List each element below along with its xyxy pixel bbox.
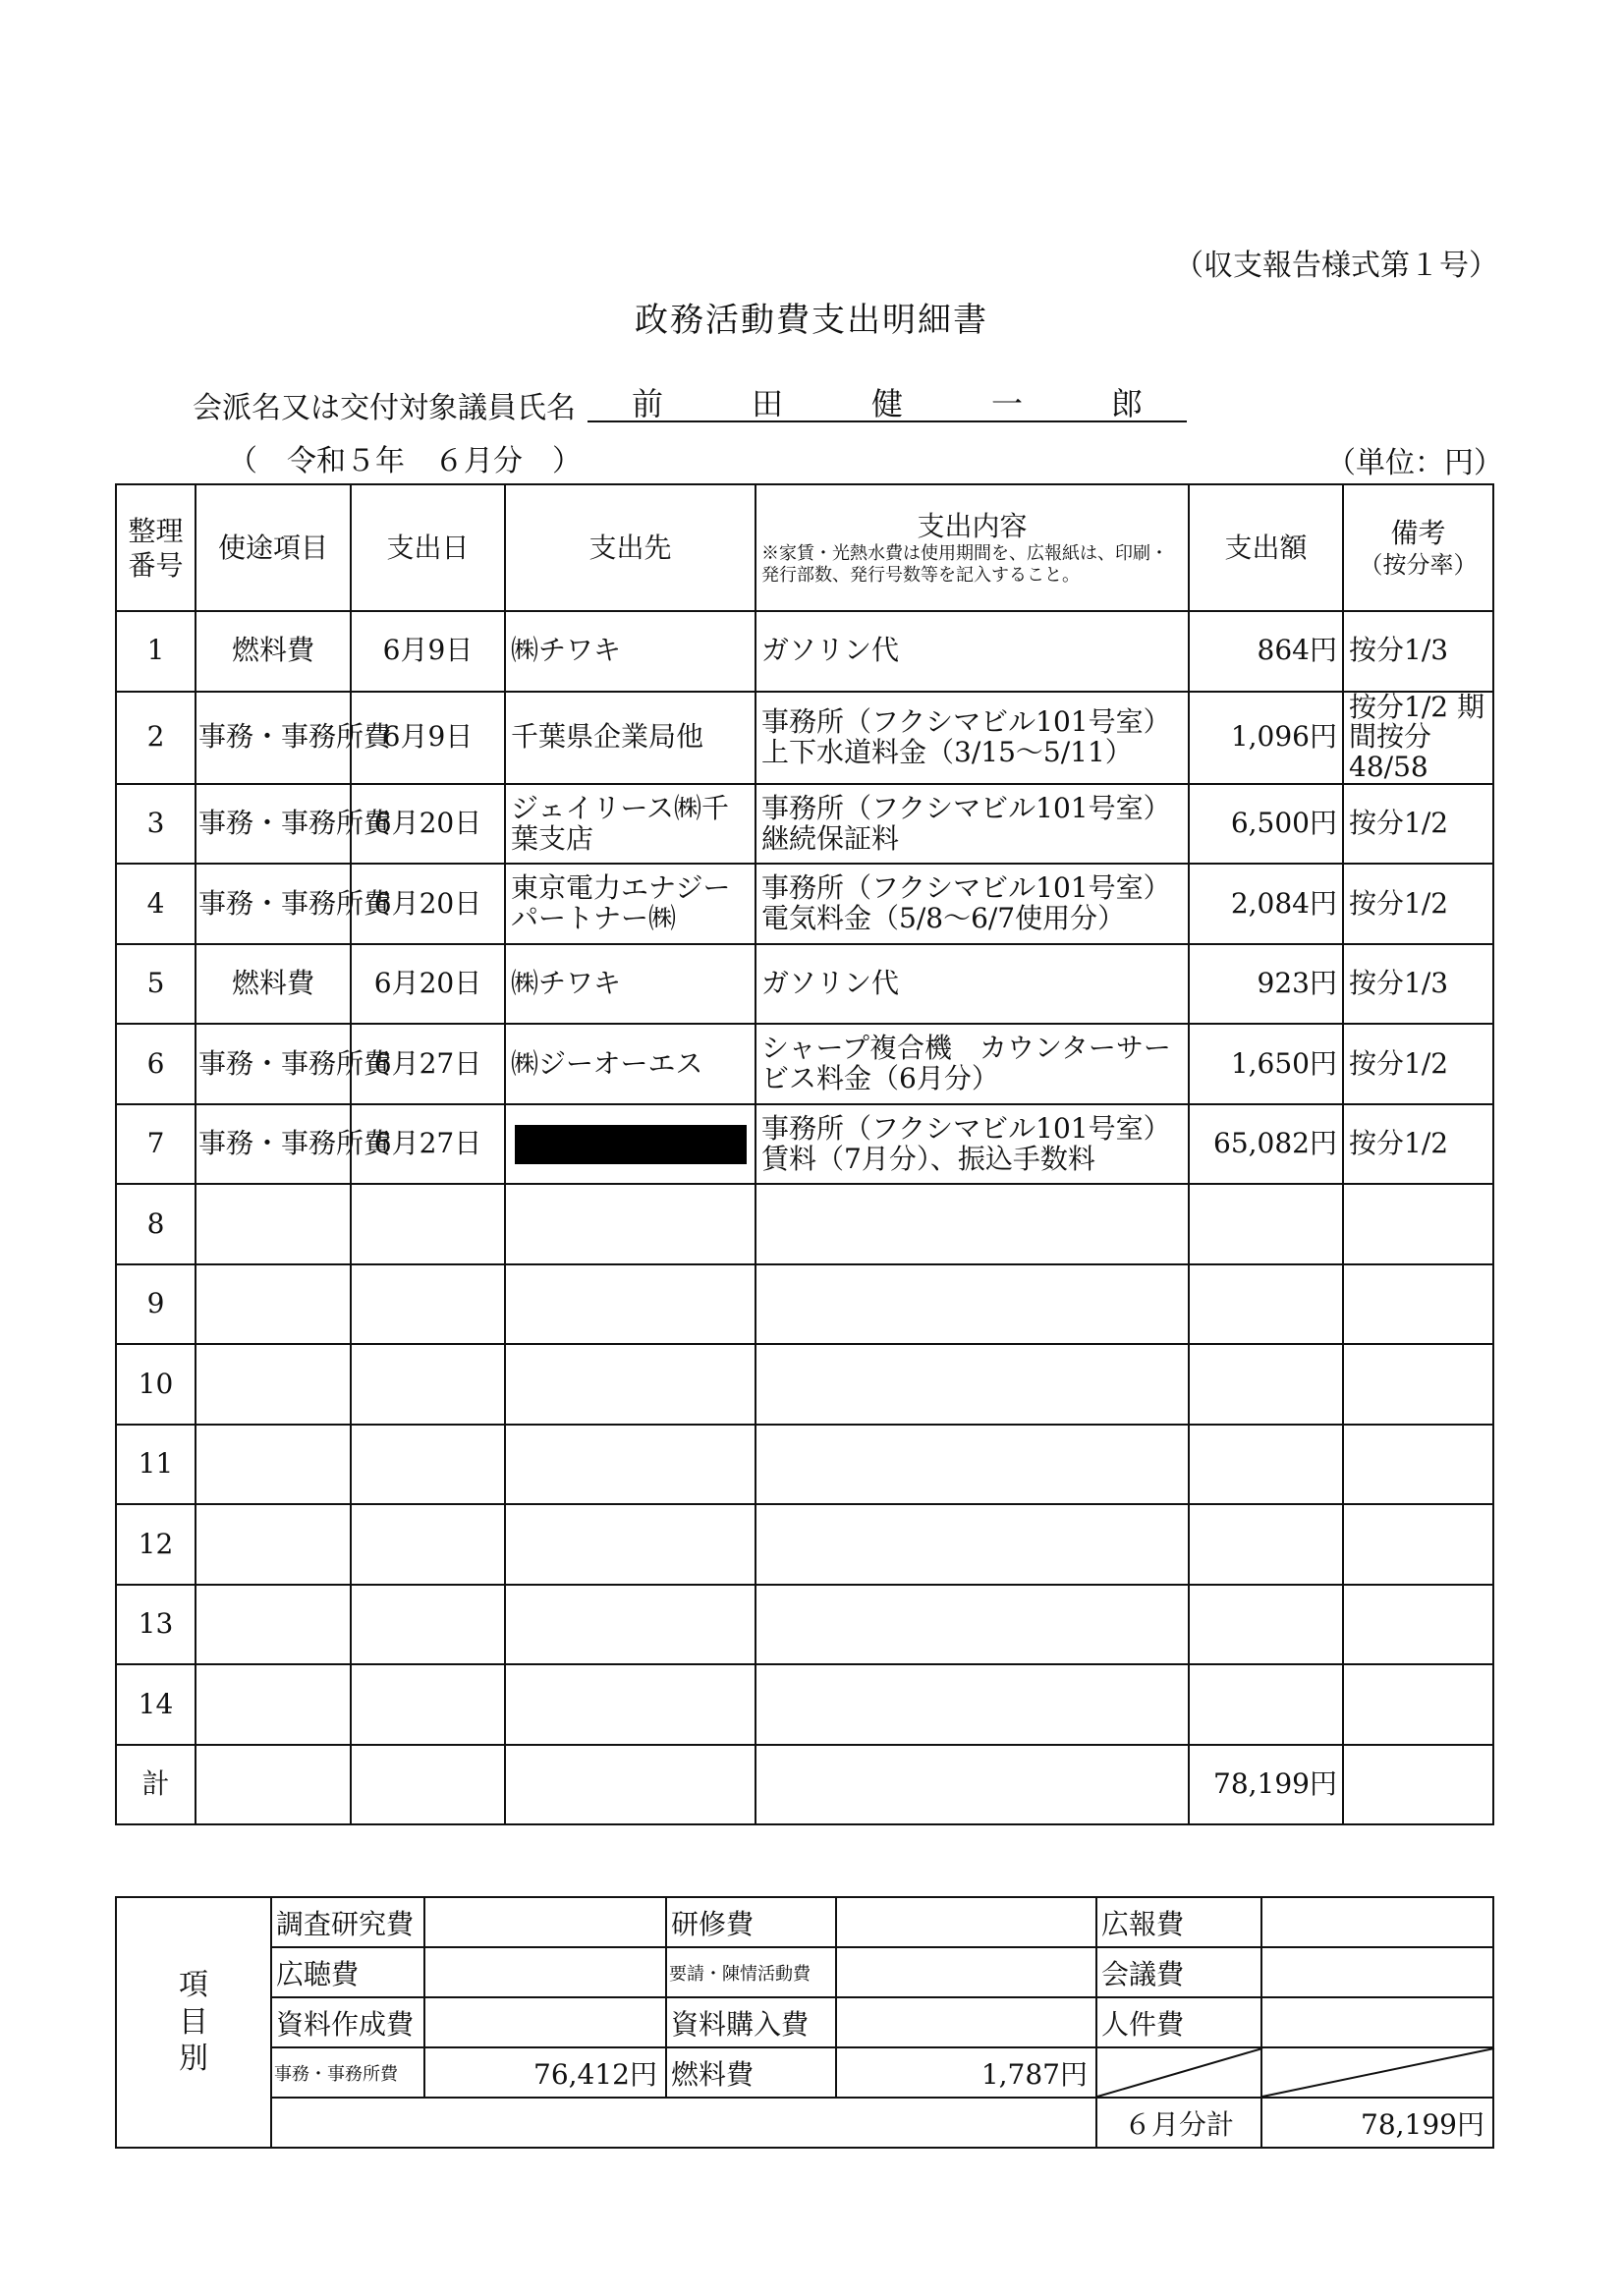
row-amount: 6,500円 (1189, 784, 1343, 865)
row-no: 7 (116, 1104, 196, 1185)
pr-value (1261, 1897, 1493, 1947)
row-desc: 事務所（フクシマビル101号室）継続保証料 (756, 784, 1189, 865)
row-amount: 1,650円 (1189, 1024, 1343, 1104)
header-desc-title: 支出内容 (917, 509, 1028, 542)
table-row (116, 611, 1493, 692)
row-date: 6月9日 (351, 692, 505, 784)
row-payee: 千葉県企業局他 (505, 692, 756, 784)
row-payee: ㈱チワキ (505, 611, 756, 692)
name-char-4: 一 (990, 385, 1023, 422)
row-desc: 事務所（フクシマビル101号室）上下水道料金（3/15～5/11） (756, 692, 1189, 784)
row-payee (505, 1585, 756, 1665)
fuel-label: 燃料費 (666, 2047, 836, 2098)
row-amount: 864円 (1189, 611, 1343, 692)
row-amount (1189, 1344, 1343, 1425)
row-note: 按分1/2 (1343, 1024, 1493, 1104)
row-date: 6月20日 (351, 784, 505, 865)
row-use: 事務・事務所費 (196, 784, 351, 865)
hearing-value (424, 1947, 666, 1997)
header-date: 支出日 (351, 484, 505, 611)
row-date: 6月27日 (351, 1104, 505, 1185)
total-row (116, 1745, 1493, 1825)
table-row (116, 1184, 1493, 1264)
row-desc (756, 1264, 1189, 1345)
materials-purchase-label: 資料購入費 (666, 1997, 836, 2047)
row-date: 6月20日 (351, 864, 505, 944)
table-row (116, 784, 1493, 865)
row-payee (505, 1184, 756, 1264)
row-desc: 事務所（フクシマビル101号室）賃料（7月分）、振込手数料 (756, 1104, 1189, 1185)
row-use (196, 1184, 351, 1264)
meeting-value (1261, 1947, 1493, 1997)
row-payee: ㈱ジーオーエス (505, 1024, 756, 1104)
row-amount (1189, 1585, 1343, 1665)
table-row (116, 1264, 1493, 1345)
row-no: 11 (116, 1425, 196, 1505)
name-char-1: 前 (631, 385, 663, 422)
header-payee: 支出先 (505, 484, 756, 611)
row-note (1343, 1504, 1493, 1585)
table-row (116, 692, 1493, 784)
row-payee: ㈱チワキ (505, 944, 756, 1025)
petition-value (836, 1947, 1096, 1997)
row-amount (1189, 1184, 1343, 1264)
page-title: 政務活動費支出明細書 (635, 301, 988, 340)
row-amount: 65,082円 (1189, 1104, 1343, 1185)
row-date (351, 1585, 505, 1665)
row-note: 按分1/2 (1343, 1104, 1493, 1185)
row-amount (1189, 1425, 1343, 1505)
header-no: 整理番号 (116, 484, 196, 611)
row-amount (1189, 1504, 1343, 1585)
row-use: 事務・事務所費 (196, 1024, 351, 1104)
row-date: 6月27日 (351, 1024, 505, 1104)
row-note (1343, 1264, 1493, 1345)
blank-cell-slash (1261, 2047, 1493, 2098)
table-row (116, 1504, 1493, 1585)
row-date (351, 1344, 505, 1425)
total-note (1343, 1745, 1493, 1825)
training-value (836, 1897, 1096, 1947)
row-use (196, 1585, 351, 1665)
total-date (351, 1745, 505, 1825)
table-row (116, 1104, 1493, 1185)
row-desc: 事務所（フクシマビル101号室）電気料金（5/8～6/7使用分） (756, 864, 1189, 944)
name-char-5: 郎 (1110, 385, 1143, 422)
row-payee: 東京電力エナジーパートナー㈱ (505, 864, 756, 944)
redaction-block (515, 1125, 747, 1164)
table-row (116, 1585, 1493, 1665)
header-desc-note: ※家賃・光熱水費は使用期間を、広報紙は、印刷・発行部数、発行号数等を記入すること。 (761, 542, 1168, 586)
category-label-text: 項目別 (179, 1968, 208, 2077)
row-use (196, 1344, 351, 1425)
row-date (351, 1504, 505, 1585)
row-note (1343, 1344, 1493, 1425)
table-row (116, 1664, 1493, 1745)
name-char-2: 田 (751, 385, 783, 422)
row-payee (505, 1425, 756, 1505)
fuel-value: 1,787円 (836, 2047, 1096, 2098)
row-desc: ガソリン代 (756, 944, 1189, 1025)
row-no: 9 (116, 1264, 196, 1345)
row-payee (505, 1264, 756, 1345)
month-total-value: 78,199円 (1261, 2098, 1493, 2148)
row-desc (756, 1585, 1189, 1665)
row-note (1343, 1664, 1493, 1745)
row-note: 按分1/2 期間按分 48/58 (1343, 692, 1493, 784)
materials-purchase-value (836, 1997, 1096, 2047)
diagonal-strike (1262, 2048, 1494, 2097)
office-label: 事務・事務所費 (271, 2047, 424, 2098)
category-label (116, 1897, 271, 2148)
meeting-label: 会議費 (1096, 1947, 1261, 1997)
header-note-sub: （按分率） (1359, 551, 1478, 579)
row-payee: ジェイリース㈱千葉支店 (505, 784, 756, 865)
training-label: 研修費 (666, 1897, 836, 1947)
row-note: 按分1/2 (1343, 864, 1493, 944)
row-date (351, 1184, 505, 1264)
row-amount (1189, 1664, 1343, 1745)
row-date (351, 1264, 505, 1345)
row-note (1343, 1585, 1493, 1665)
row-desc (756, 1184, 1189, 1264)
diagonal-strike (1097, 2048, 1262, 2097)
table-row (116, 864, 1493, 944)
materials-creation-value (424, 1997, 666, 2047)
report-period: （ 令和５年 ６月分 ） (228, 444, 582, 478)
total-use (196, 1745, 351, 1825)
row-no: 14 (116, 1664, 196, 1745)
table-row (116, 1344, 1493, 1425)
row-use (196, 1425, 351, 1505)
name-char-3: 健 (870, 385, 903, 422)
header-desc (756, 484, 1189, 611)
table-row (116, 1024, 1493, 1104)
total-label: 計 (116, 1745, 196, 1825)
total-amount: 78,199円 (1189, 1745, 1343, 1825)
row-use (196, 1264, 351, 1345)
row-no: 3 (116, 784, 196, 865)
row-no: 6 (116, 1024, 196, 1104)
row-no: 1 (116, 611, 196, 692)
header-note (1343, 484, 1493, 611)
row-use: 事務・事務所費 (196, 692, 351, 784)
header-amount: 支出額 (1189, 484, 1343, 611)
expense-table (115, 483, 1494, 1825)
name-label: 会派名又は交付対象議員氏名 (193, 391, 576, 425)
row-amount (1189, 1264, 1343, 1345)
row-payee-redacted (505, 1104, 756, 1185)
row-no: 5 (116, 944, 196, 1025)
table-header (116, 484, 1493, 611)
row-note: 按分1/3 (1343, 611, 1493, 692)
hearing-label: 広聴費 (271, 1947, 424, 1997)
row-note: 按分1/2 (1343, 784, 1493, 865)
unit-label: （単位：円） (1326, 446, 1503, 480)
row-desc (756, 1664, 1189, 1745)
row-payee (505, 1504, 756, 1585)
row-desc: ガソリン代 (756, 611, 1189, 692)
row-use: 事務・事務所費 (196, 864, 351, 944)
member-name (588, 379, 1187, 424)
row-date: 6月20日 (351, 944, 505, 1025)
row-no: 8 (116, 1184, 196, 1264)
row-use (196, 1504, 351, 1585)
row-no: 13 (116, 1585, 196, 1665)
row-desc: シャープ複合機 カウンターサービス料金（6月分） (756, 1024, 1189, 1104)
row-desc (756, 1504, 1189, 1585)
header-use: 使途項目 (196, 484, 351, 611)
row-use: 燃料費 (196, 944, 351, 1025)
row-amount: 923円 (1189, 944, 1343, 1025)
row-no: 4 (116, 864, 196, 944)
pr-label: 広報費 (1096, 1897, 1261, 1947)
research-label: 調査研究費 (271, 1897, 424, 1947)
table-row (116, 1425, 1493, 1505)
personnel-label: 人件費 (1096, 1997, 1261, 2047)
row-amount: 2,084円 (1189, 864, 1343, 944)
total-payee (505, 1745, 756, 1825)
month-total-label: ６月分計 (1096, 2098, 1261, 2148)
row-use: 燃料費 (196, 611, 351, 692)
row-date: 6月9日 (351, 611, 505, 692)
summary-blank (271, 2098, 1096, 2148)
row-desc (756, 1425, 1189, 1505)
row-note (1343, 1184, 1493, 1264)
row-no: 10 (116, 1344, 196, 1425)
blank-cell-slash (1096, 2047, 1261, 2098)
materials-creation-label: 資料作成費 (271, 1997, 424, 2047)
row-date (351, 1425, 505, 1505)
row-amount: 1,096円 (1189, 692, 1343, 784)
form-number: （収支報告様式第１号） (1174, 249, 1498, 283)
row-no: 12 (116, 1504, 196, 1585)
table-row (116, 944, 1493, 1025)
row-payee (505, 1344, 756, 1425)
row-use: 事務・事務所費 (196, 1104, 351, 1185)
research-value (424, 1897, 666, 1947)
row-no: 2 (116, 692, 196, 784)
total-desc (756, 1745, 1189, 1825)
petition-label: 要請・陳情活動費 (666, 1947, 836, 1997)
row-note: 按分1/3 (1343, 944, 1493, 1025)
category-summary (115, 1896, 1494, 2149)
row-use (196, 1664, 351, 1745)
personnel-value (1261, 1997, 1493, 2047)
header-note-title: 備考 (1390, 517, 1446, 549)
row-note (1343, 1425, 1493, 1505)
row-desc (756, 1344, 1189, 1425)
row-payee (505, 1664, 756, 1745)
office-value: 76,412円 (424, 2047, 666, 2098)
row-date (351, 1664, 505, 1745)
